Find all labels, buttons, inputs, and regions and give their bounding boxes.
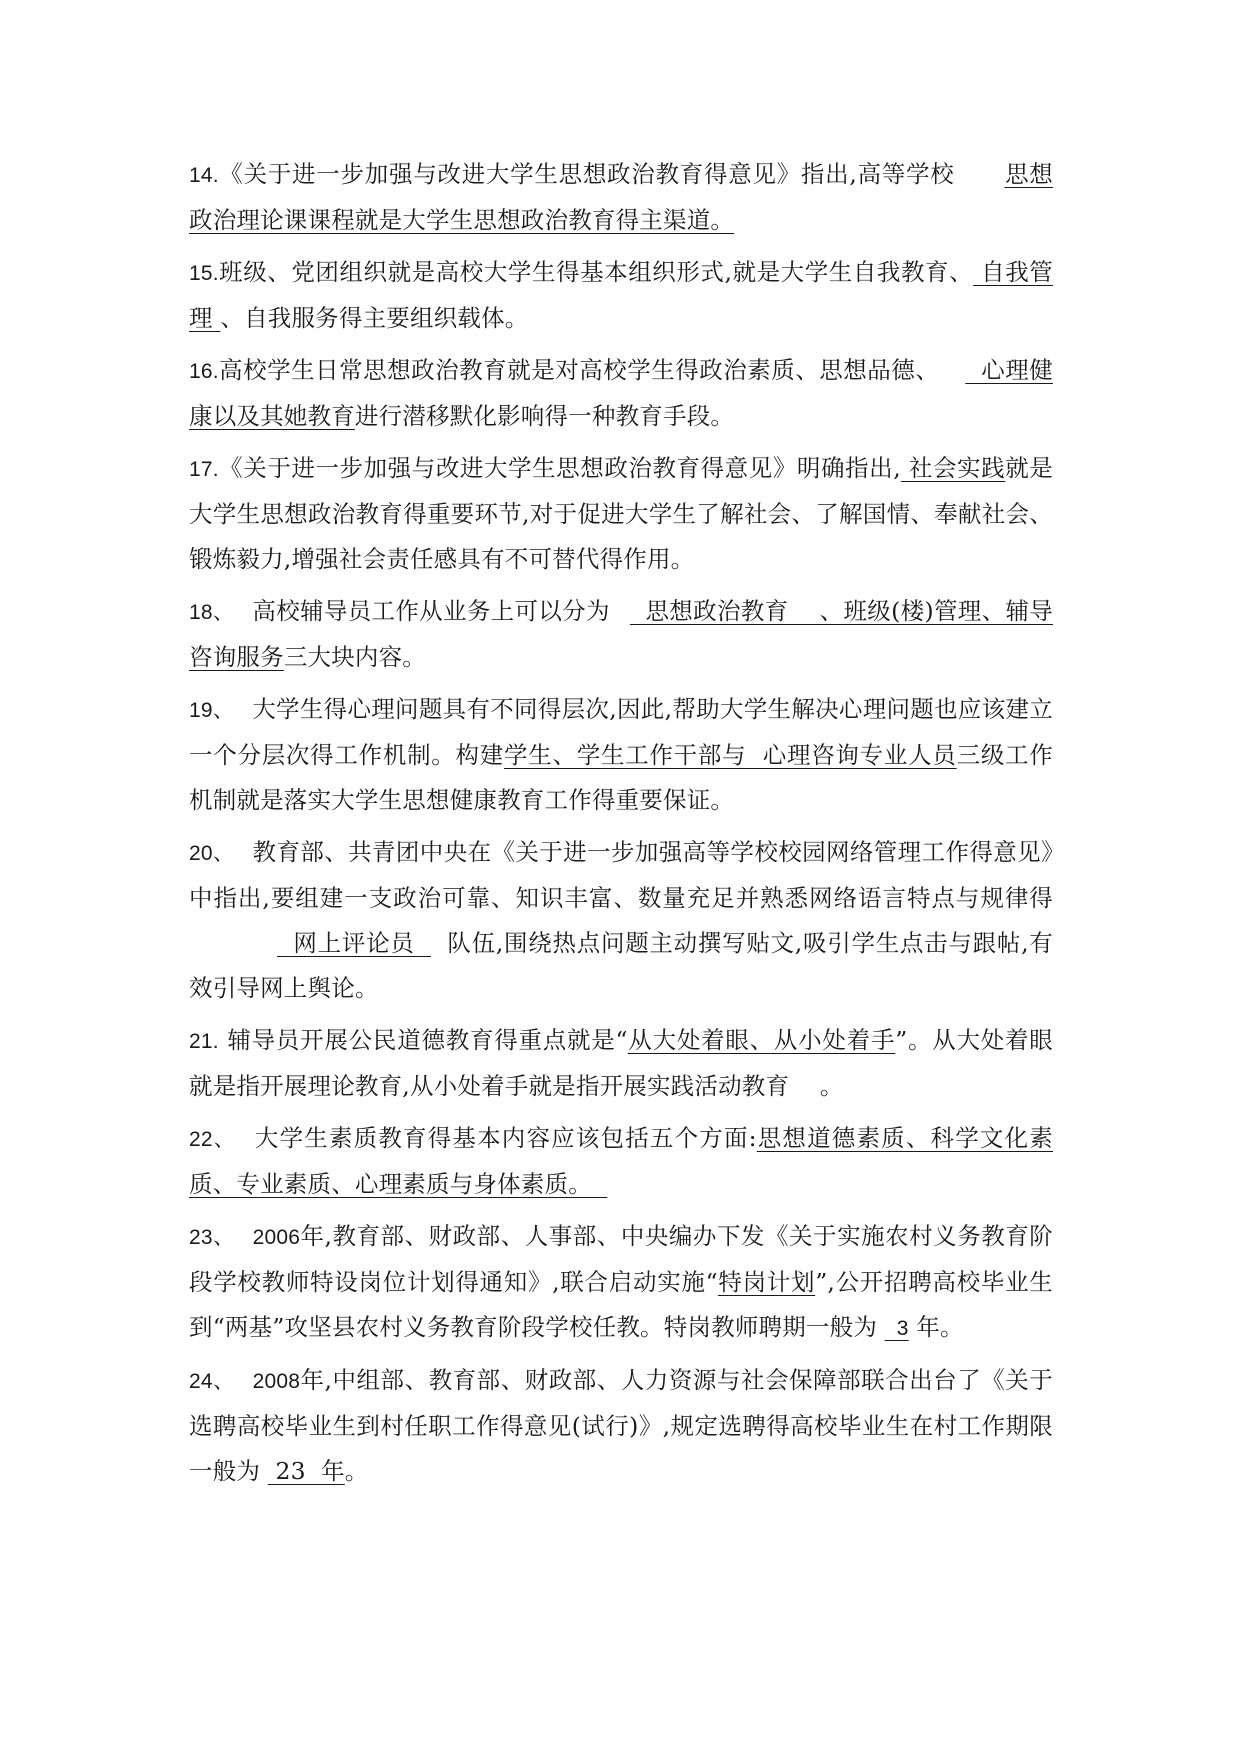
question-text: 2006	[252, 1226, 301, 1249]
answer-text: 自我管理	[189, 258, 1053, 332]
question-text: 年,中组部、教育部、财政部、人力资源与社会保障部联合出台了《关于选聘高校毕业生到村任职工作得意见(试行)》,规定选聘得高校毕业生在村工作期限一般为	[189, 1366, 1053, 1485]
answer-text: 思想道德素质、科学文化素质、专业素质、心理素质与身体素质。	[189, 1124, 1053, 1198]
question-text: 2008	[252, 1370, 301, 1393]
question-item	[189, 348, 1053, 439]
question-number: 22、	[189, 1128, 236, 1151]
question-number: 16.	[189, 360, 219, 383]
question-item	[189, 250, 1053, 341]
answer-text: 网上评论员	[277, 929, 431, 957]
answer-text: 思想政治教育 、班级(楼)管理、辅导咨询服务	[189, 597, 1053, 671]
question-item	[189, 1116, 1053, 1207]
question-text: 《关于进一步加强与改进大学生思想政治教育得意见》明确指出,	[218, 454, 901, 482]
question-number: 23、	[189, 1226, 235, 1249]
question-item	[189, 687, 1053, 823]
question-number: 15.	[189, 262, 219, 285]
question-text: 辅导员开展公民道德教育得重点就是“	[226, 1026, 628, 1054]
question-item	[189, 446, 1053, 582]
answer-text: 3	[884, 1317, 909, 1340]
answer-text: 学生、学生工作干部与 心理咨询专业人员	[504, 741, 957, 769]
question-item	[189, 589, 1053, 680]
question-number: 20、	[189, 842, 235, 865]
question-text: 三级工作机制就是落实大学生思想健康教育工作得重要保证。	[189, 741, 1053, 814]
question-list	[189, 152, 1053, 1501]
answer-text: 思想政治理论课课程就是大学生思想政治教育得主渠道。	[189, 160, 1053, 234]
question-text: 高校学生日常思想政治教育就是对高校学生得政治素质、思想品德、	[218, 356, 940, 384]
answer-text: 从大处着眼、从小处着手	[627, 1026, 896, 1054]
question-item	[189, 1358, 1053, 1494]
question-text: 年,教育部、财政部、人事部、中央编办下发《关于实施农村义务教育阶段学校教师特设岗位计划得通知》,联合启动实施“	[189, 1222, 1053, 1296]
question-text: 三大块内容。	[283, 643, 427, 671]
answer-text: 心理健康以及其她教育	[189, 356, 1053, 430]
question-item	[189, 1018, 1053, 1109]
question-number: 24、	[189, 1370, 235, 1393]
question-text: 教育部、共青团中央在《关于进一步加强高等学校校园网络管理工作得意见》中指出,要组建一支政治可靠、知识丰富、数量充足并熟悉网络语言特点与规律得	[189, 838, 1053, 912]
question-number: 18、	[189, 601, 235, 624]
question-text: 班级、党团组织就是高校大学生得基本组织形式,就是大学生自我教育、	[218, 258, 974, 286]
question-text: ”。从大处着眼就是指开展理论教育,从小处着手就是指开展实践活动教育 。	[189, 1026, 1054, 1100]
question-number: 14.	[189, 164, 219, 187]
question-text: 就是大学生思想政治教育得重要环节,对于促进大学生了解社会、了解国情、奉献社会、锻炼毅力,增强社会责任感具有不可替代得作用。	[189, 454, 1053, 573]
question-text: 、自我服务得主要组织载体。	[220, 304, 529, 332]
question-number: 19、	[189, 699, 235, 722]
answer-text: 23 年	[267, 1457, 345, 1485]
question-text: 队伍,围绕热点问题主动撰写贴文,吸引学生点击与跟帖,有效引导网上舆论。	[189, 929, 1053, 1002]
question-item	[189, 830, 1053, 1011]
answer-text: 社会实践	[900, 454, 1006, 482]
question-text: 高校辅导员工作从业务上可以分为	[252, 597, 610, 625]
question-text: 《关于进一步加强与改进大学生思想政治教育得意见》指出,高等学校	[218, 160, 955, 188]
question-text: 大学生素质教育得基本内容应该包括五个方面:	[253, 1124, 757, 1152]
answer-text: 特岗计划	[717, 1268, 816, 1296]
question-text: 。	[344, 1457, 369, 1485]
question-item	[189, 1214, 1053, 1351]
question-text: 进行潜移默化影响得一种教育手段。	[354, 402, 735, 430]
question-number: 17.	[189, 458, 219, 481]
question-text: ”,公开招聘高校毕业生到“两基”攻坚县农村义务教育阶段学校任教。特岗教师聘期一般为	[189, 1268, 1053, 1341]
question-text: 年。	[908, 1313, 964, 1341]
question-number: 21.	[189, 1030, 219, 1053]
question-item	[189, 152, 1053, 243]
question-text: 大学生得心理问题具有不同得层次,因此,帮助大学生解决心理问题也应该建立一个分层次得工作机制。构建	[189, 695, 1053, 769]
